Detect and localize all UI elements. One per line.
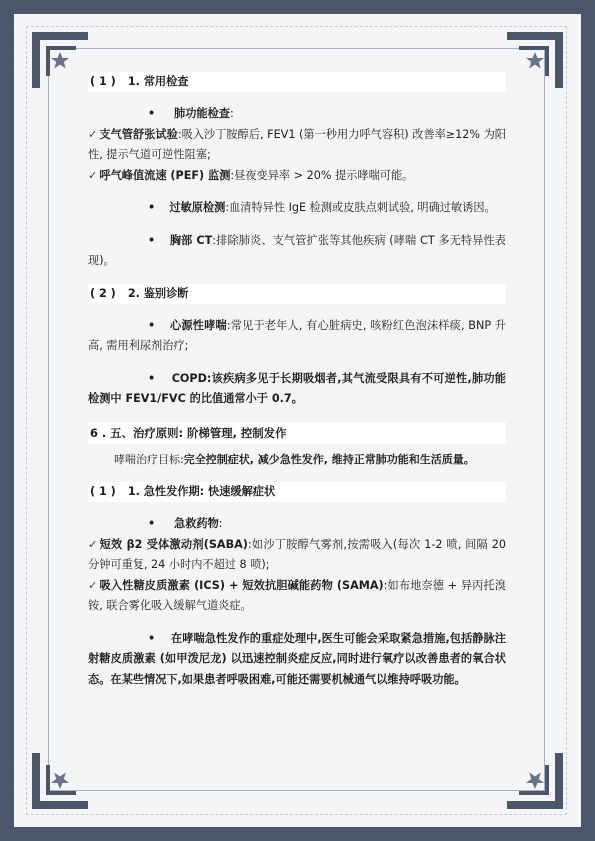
list-item [88,514,506,535]
item-text: :如布地奈德 + 异丙托溴铵, 联合雾化吸入缓解气道炎症。 [88,578,506,612]
check-icon: ✓ [88,168,98,182]
document-body [88,72,506,690]
list-item [88,231,506,272]
item-text: :如沙丁胺醇气雾剂,按需吸入(每次 1-2 喷, 间隔 20 分钟可重复, 24 小时内不超过 8 喷); [88,537,507,571]
paragraph [88,535,506,576]
corner-star-ornament-icon [507,32,563,88]
item-text: :吸入沙丁胺醇后, FEV1 (第一秒用力呼气容积) 改善率≥12% 为阳性, 提示气道可逆性阻塞; [88,127,506,161]
bullet-icon: • [148,631,156,645]
item-label: 急救药物 [174,517,219,530]
item-text: COPD:该疾病多见于长期吸烟者,其气流受限具有不可逆性,肺功能检测中 FEV1/FVC 的比值通常小于 0.7。 [88,371,506,405]
item-label: 呼气峰值流速 (PEF) 监测 [99,168,231,182]
section-title: 2. 鉴别诊断 [127,286,189,300]
list-item [88,316,506,357]
item-text: : [218,517,223,530]
item-label: 肺功能检查 [174,107,230,120]
section-number: ( 1 ) [90,75,116,88]
check-icon: ✓ [88,127,98,141]
item-text: :排除肺炎、支气管扩张等其他疾病 (哮喘 CT 多无特异性表现)。 [88,233,506,267]
item-label: 支气管舒张试验 [99,127,178,141]
section-header [88,482,506,502]
section-number: ( 2 ) [90,286,116,300]
bullet-icon: • [148,318,156,332]
bullet-icon: • [148,371,156,385]
paragraph [88,166,506,187]
corner-star-ornament-icon [32,32,88,88]
item-label: 短效 β2 受体激动剂(SABA) [99,537,248,551]
corner-star-ornament-icon [32,753,88,809]
list-item [88,104,506,125]
list-item [88,369,506,410]
item-text: : [229,107,234,120]
bullet-icon: • [148,233,156,247]
check-icon: ✓ [88,578,98,592]
section-header [88,72,506,92]
corner-star-ornament-icon [507,753,563,809]
treatment-goal [88,450,506,471]
paragraph [88,125,506,166]
item-text: :血清特异性 IgE 检测或皮肤点刺试验, 明确过敏诱因。 [225,201,496,214]
section-title: 1. 急性发作期: 快速缓解症状 [127,485,276,498]
chapter-header: 6 . 五、治疗原则: 阶梯管理, 控制发作 [88,422,506,444]
item-label: 吸入性糖皮质激素 (ICS) + 短效抗胆碱能药物 (SAMA) [99,578,384,592]
bullet-icon: • [148,517,156,530]
bullet-icon: • [148,107,156,120]
list-item [88,198,506,219]
item-text: :昼夜变异率 > 20% 提示哮喘可能。 [230,168,414,182]
list-item [88,629,506,691]
section-number: ( 1 ) [90,485,116,498]
item-label: 心源性哮喘 [170,318,227,332]
item-label: 过敏原检测 [169,201,226,214]
section-title: 1. 常用检查 [127,75,189,88]
goal-label: 哮喘治疗目标: [114,452,184,466]
bullet-icon: • [148,201,156,214]
item-text: :常见于老年人, 有心脏病史, 咳粉红色泡沫样痰, BNP 升高, 需用利尿剂治疗; [88,318,506,352]
paragraph [88,576,506,617]
check-icon: ✓ [88,537,98,551]
section-header [88,284,506,304]
item-text: 在哮喘急性发作的重症处理中,医生可能会采取紧急措施,包括静脉注射糖皮质激素 (如甲泼尼龙) 以迅速控制炎症反应,同时进行氧疗以改善患者的氧合状态。在某些情况下,如果患者呼吸困难,可能还需要机械通气以维持呼吸功能。 [88,631,506,686]
item-label: 胸部 CT [169,233,213,247]
goal-text: 完全控制症状, 减少急性发作, 维持正常肺功能和生活质量。 [183,452,475,466]
